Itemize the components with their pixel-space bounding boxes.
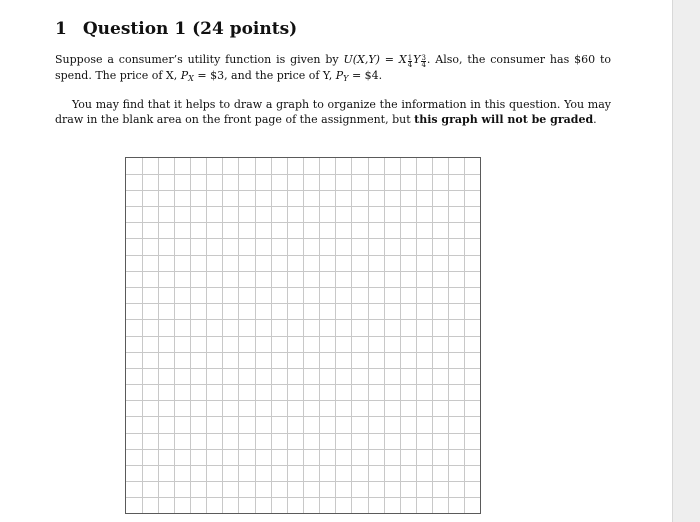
section-heading: [55, 19, 297, 39]
para1-text-1: Suppose a consumer’s utility function is given by: [55, 53, 344, 66]
graph-paper-grid: [125, 157, 481, 514]
exponent-x-numerator: 1: [407, 54, 413, 62]
price-y-value: = $4.: [348, 69, 383, 82]
question-paragraph: [55, 52, 611, 86]
exponent-x-denominator: 4: [407, 61, 413, 69]
price-x-subscript: X: [188, 74, 194, 83]
price-y-subscript: Y: [343, 74, 349, 83]
section-title: Question 1 (24 points): [82, 19, 298, 39]
price-y-symbol: P: [335, 69, 344, 82]
price-x-value: = $3, and the price of Y,: [193, 69, 336, 82]
section-number: 1: [55, 19, 67, 39]
para1-text-2: . Also, the consumer has $60 to spend. The price of X,: [55, 53, 611, 82]
para2-text-2: .: [593, 113, 597, 126]
price-x-symbol: P: [180, 69, 189, 82]
para2-text-1: You may find that it helps to draw a graph to organize the information in this question. You may draw in the blank area on the front page of the assignment, but: [55, 98, 611, 126]
not-graded-note: this graph will not be graded: [414, 113, 594, 126]
page-gutter: [672, 0, 700, 522]
exponent-y-numerator: 3: [421, 54, 426, 62]
exponent-y-denominator: 4: [421, 61, 426, 69]
graph-paper-area[interactable]: [125, 157, 481, 514]
utility-function: U(X,Y) = X: [343, 53, 407, 66]
exponent-y: [421, 55, 425, 68]
utility-y-variable: Y: [413, 53, 421, 66]
instruction-paragraph: [55, 97, 611, 127]
exponent-x: [408, 55, 412, 68]
